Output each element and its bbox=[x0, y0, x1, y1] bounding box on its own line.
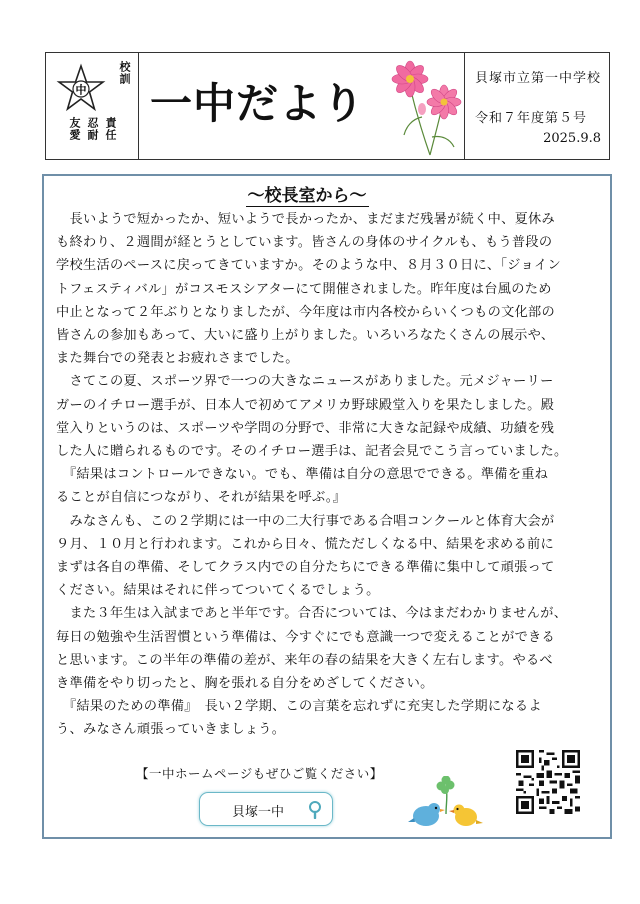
homepage-search-box[interactable] bbox=[199, 792, 333, 826]
school-emblem-icon bbox=[56, 63, 106, 113]
newsletter-header bbox=[45, 52, 610, 160]
body-line: 学校生活のペースに戻ってきていますか。そのような中、８月３０日に、「ジョイン bbox=[56, 258, 561, 274]
emblem-character: 中 bbox=[75, 83, 87, 97]
issue-date: 2025.9.8 bbox=[543, 131, 601, 146]
body-line: と思います。この半年の準備の差が、来年の春の結果を大きく左右します。やるべ bbox=[56, 652, 553, 668]
body-line: みなさんも、この２学期には一中の二大行事である合唱コンクールと体育大会が bbox=[56, 513, 555, 529]
body-line: 毎日の勉強や生活習慣という準備は、今すぐにでも意識一つで変えることができる bbox=[56, 629, 556, 645]
school-motto-box bbox=[46, 53, 139, 159]
principal-message-section bbox=[42, 174, 612, 839]
body-line: ることが自信につながり、それが結果を呼ぶ。』 bbox=[56, 490, 347, 506]
school-name: 貝塚市立第一中学校 bbox=[475, 71, 602, 86]
body-line: も終わり、２週間が経とうとしています。皆さんの身体のサイクルも、もう普段の bbox=[56, 235, 553, 251]
body-line: 堂入りというのは、スポーツや学問の分野で、非常に大きな記録や成績、功績を残 bbox=[56, 420, 555, 436]
section-title bbox=[44, 181, 610, 206]
section-title-text: ～校長室から～ bbox=[247, 186, 367, 206]
body-line: ９月、１０月と行われます。これから日々、慌ただしくなる中、結果を求める前に bbox=[56, 536, 554, 552]
motto-line-1: 責任 bbox=[104, 117, 117, 141]
search-icon bbox=[306, 799, 326, 819]
qr-code-icon[interactable] bbox=[516, 750, 580, 814]
motto-line-2: 忍耐 bbox=[86, 117, 99, 141]
issue-number: 令和７年度第５号 bbox=[475, 111, 588, 126]
school-info-box bbox=[464, 53, 611, 159]
homepage-note: 【一中ホームページもぜひご覧ください】 bbox=[136, 766, 383, 781]
body-line: 『結果のための準備』 長い２学期、この言葉を忘れずに充実した学期になるよ bbox=[56, 699, 542, 715]
body-line: き準備をやり切ったと、胸を張れる自分をめざしてください。 bbox=[56, 676, 434, 692]
body-line: まずは各自の準備、そしてクラス内での自分たちにできる準備に集中して頑張って bbox=[56, 560, 555, 576]
body-line: さてこの夏、スポーツ界で一つの大きなニュースがありました。元メジャーリー bbox=[56, 374, 554, 390]
body-line: トフェスティバル」がコスモスシアターにて開催されました。昨年度は台風のため bbox=[56, 281, 552, 297]
search-text: 貝塚一中 bbox=[232, 805, 285, 820]
body-line: また３年生は入試まであと半年です。合否については、今はまだわかりませんが、 bbox=[56, 606, 568, 622]
body-line: う、みなさん頑張っていきましょう。 bbox=[56, 722, 286, 738]
message-body bbox=[56, 208, 601, 742]
newsletter-title: 一中だより bbox=[150, 79, 366, 128]
body-line: ください。結果はそれに伴ってついてくるでしょう。 bbox=[56, 583, 380, 599]
body-line: した人に贈られるものです。そのイチロー選手は、記者会見でこう言っていました。 bbox=[56, 444, 568, 460]
body-line: 皆さんの参加もあって、大いに盛り上がりました。いろいろなたくさんの展示や、 bbox=[56, 328, 555, 344]
body-line: ガーのイチロー選手が、日本人で初めてアメリカ野球殿堂入りを果たしました。殿 bbox=[56, 397, 555, 413]
body-line: 中止となって２年ぶりとなりましたが、今年度は市内各校からいくつもの文化部の bbox=[56, 304, 556, 320]
motto-label: 校訓 bbox=[118, 61, 131, 85]
body-line: 長いようで短かったか、短いようで長かったか、まだまだ残暑が続く中、夏休み bbox=[56, 212, 556, 227]
body-line: また舞台での発表とお疲れさまでした。 bbox=[56, 351, 299, 367]
birds-clover-icon bbox=[406, 776, 486, 831]
body-line: 『結果はコントロールできない。でも、準備は自分の意思でできる。準備を重ね bbox=[56, 467, 549, 483]
motto-line-3: 友愛 bbox=[68, 117, 81, 141]
